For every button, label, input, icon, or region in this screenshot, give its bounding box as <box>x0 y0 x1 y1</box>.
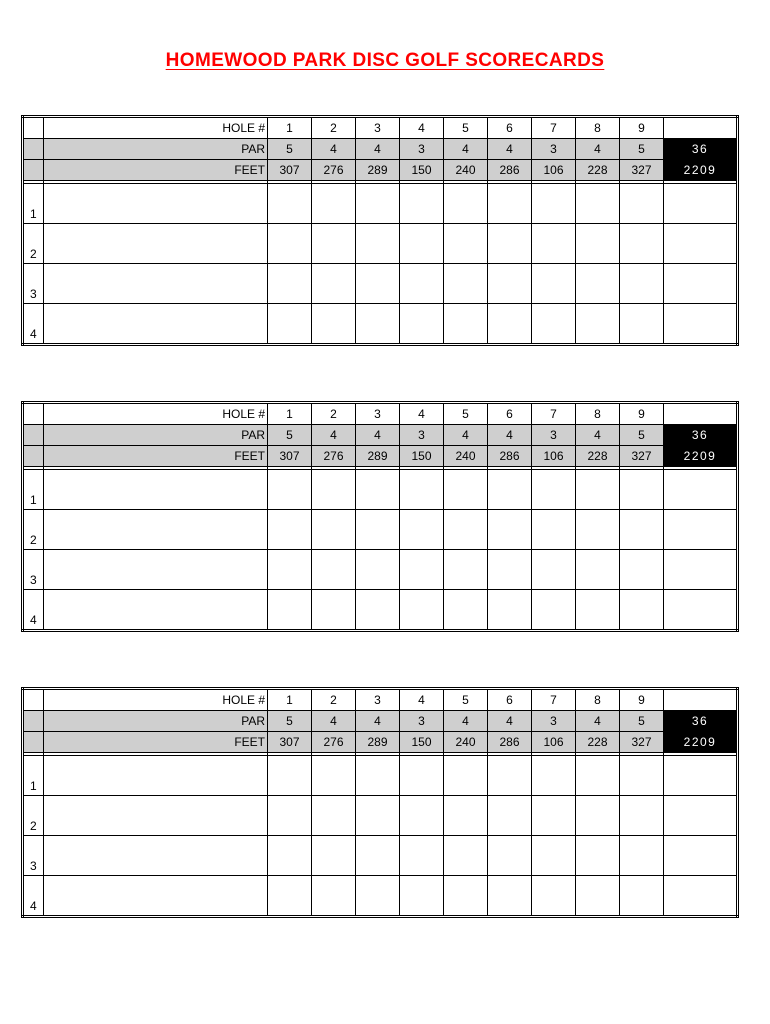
hole-number-5: 5 <box>444 689 488 711</box>
score-cell-hole-5[interactable] <box>444 836 488 876</box>
hole-number-5: 5 <box>444 117 488 139</box>
score-cell-hole-5[interactable] <box>444 796 488 836</box>
score-cell-hole-2[interactable] <box>312 836 356 876</box>
score-cell-hole-3[interactable] <box>356 510 400 550</box>
score-cell-hole-3[interactable] <box>356 876 400 917</box>
score-cell-hole-8[interactable] <box>576 836 620 876</box>
par-value-3: 4 <box>356 711 400 732</box>
feet-value-2: 276 <box>312 446 356 467</box>
player-number: 4 <box>23 304 44 345</box>
scorecard-table <box>21 115 739 346</box>
score-cell-hole-4[interactable] <box>400 224 444 264</box>
player-total-cell[interactable] <box>664 836 738 876</box>
score-cell-hole-8[interactable] <box>576 756 620 796</box>
score-cell-hole-1[interactable] <box>268 796 312 836</box>
corner-cell <box>23 403 44 425</box>
feet-label: FEET <box>44 732 268 753</box>
player-total-cell[interactable] <box>664 590 738 631</box>
score-cell-hole-1[interactable] <box>268 836 312 876</box>
hole-number-9: 9 <box>620 403 664 425</box>
score-cell-hole-8[interactable] <box>576 470 620 510</box>
score-cell-hole-4[interactable] <box>400 590 444 631</box>
player-number: 1 <box>23 184 44 224</box>
scorecard-3 <box>21 687 739 918</box>
feet-value-4: 150 <box>400 160 444 181</box>
score-cell-hole-6[interactable] <box>488 184 532 224</box>
score-cell-hole-6[interactable] <box>488 756 532 796</box>
hole-number-row <box>23 689 738 711</box>
feet-value-1: 307 <box>268 446 312 467</box>
hole-label: HOLE # <box>44 117 268 139</box>
score-cell-hole-2[interactable] <box>312 510 356 550</box>
hole-number-row <box>23 403 738 425</box>
player-name-field[interactable] <box>44 876 268 917</box>
player-name-field[interactable] <box>44 470 268 510</box>
player-total-cell[interactable] <box>664 304 738 345</box>
feet-value-7: 106 <box>532 732 576 753</box>
hole-number-4: 4 <box>400 117 444 139</box>
player-number: 3 <box>23 264 44 304</box>
player-number: 4 <box>23 590 44 631</box>
score-cell-hole-6[interactable] <box>488 304 532 345</box>
score-cell-hole-1[interactable] <box>268 756 312 796</box>
par-value-4: 3 <box>400 139 444 160</box>
feet-value-8: 228 <box>576 732 620 753</box>
par-value-5: 4 <box>444 139 488 160</box>
score-cell-hole-7[interactable] <box>532 876 576 917</box>
score-cell-hole-3[interactable] <box>356 756 400 796</box>
player-total-cell[interactable] <box>664 510 738 550</box>
player-total-cell[interactable] <box>664 550 738 590</box>
player-name-field[interactable] <box>44 184 268 224</box>
scorecard-2 <box>21 401 739 632</box>
score-cell-hole-5[interactable] <box>444 550 488 590</box>
score-cell-hole-2[interactable] <box>312 550 356 590</box>
hole-number-5: 5 <box>444 403 488 425</box>
hole-number-8: 8 <box>576 403 620 425</box>
par-value-2: 4 <box>312 139 356 160</box>
player-row-4 <box>23 876 738 917</box>
player-number: 1 <box>23 470 44 510</box>
par-value-4: 3 <box>400 711 444 732</box>
score-cell-hole-9[interactable] <box>620 796 664 836</box>
hole-number-7: 7 <box>532 689 576 711</box>
score-cell-hole-9[interactable] <box>620 510 664 550</box>
score-cell-hole-2[interactable] <box>312 264 356 304</box>
par-value-3: 4 <box>356 139 400 160</box>
par-label: PAR <box>44 139 268 160</box>
total-par: 36 <box>664 425 738 446</box>
par-value-1: 5 <box>268 139 312 160</box>
score-cell-hole-2[interactable] <box>312 756 356 796</box>
score-cell-hole-3[interactable] <box>356 264 400 304</box>
score-cell-hole-6[interactable] <box>488 470 532 510</box>
score-cell-hole-7[interactable] <box>532 796 576 836</box>
par-value-6: 4 <box>488 711 532 732</box>
score-cell-hole-5[interactable] <box>444 756 488 796</box>
score-cell-hole-5[interactable] <box>444 264 488 304</box>
player-name-field[interactable] <box>44 304 268 345</box>
score-cell-hole-6[interactable] <box>488 876 532 917</box>
score-cell-hole-9[interactable] <box>620 550 664 590</box>
score-cell-hole-1[interactable] <box>268 590 312 631</box>
feet-value-1: 307 <box>268 160 312 181</box>
hole-number-row <box>23 117 738 139</box>
score-cell-hole-6[interactable] <box>488 264 532 304</box>
player-name-field[interactable] <box>44 550 268 590</box>
score-cell-hole-8[interactable] <box>576 796 620 836</box>
hole-number-2: 2 <box>312 403 356 425</box>
score-cell-hole-2[interactable] <box>312 224 356 264</box>
feet-label: FEET <box>44 160 268 181</box>
scorecard-table <box>21 401 739 632</box>
par-label: PAR <box>44 711 268 732</box>
player-row-3 <box>23 550 738 590</box>
hole-number-2: 2 <box>312 689 356 711</box>
feet-value-5: 240 <box>444 160 488 181</box>
feet-value-8: 228 <box>576 446 620 467</box>
hole-number-1: 1 <box>268 117 312 139</box>
score-cell-hole-4[interactable] <box>400 510 444 550</box>
player-number: 2 <box>23 796 44 836</box>
player-total-cell[interactable] <box>664 264 738 304</box>
hole-number-9: 9 <box>620 689 664 711</box>
hole-number-3: 3 <box>356 689 400 711</box>
score-cell-hole-7[interactable] <box>532 836 576 876</box>
score-cell-hole-4[interactable] <box>400 836 444 876</box>
hole-number-1: 1 <box>268 403 312 425</box>
score-cell-hole-9[interactable] <box>620 224 664 264</box>
score-cell-hole-5[interactable] <box>444 876 488 917</box>
total-header-cell <box>664 403 738 425</box>
player-row-1 <box>23 756 738 796</box>
score-cell-hole-5[interactable] <box>444 470 488 510</box>
score-cell-hole-8[interactable] <box>576 184 620 224</box>
score-cell-hole-1[interactable] <box>268 224 312 264</box>
par-value-4: 3 <box>400 425 444 446</box>
score-cell-hole-1[interactable] <box>268 264 312 304</box>
score-cell-hole-7[interactable] <box>532 470 576 510</box>
par-corner-cell <box>23 711 44 732</box>
total-feet: 2209 <box>664 732 738 753</box>
hole-number-6: 6 <box>488 689 532 711</box>
hole-number-9: 9 <box>620 117 664 139</box>
par-value-1: 5 <box>268 711 312 732</box>
score-cell-hole-4[interactable] <box>400 184 444 224</box>
par-corner-cell <box>23 139 44 160</box>
score-cell-hole-5[interactable] <box>444 224 488 264</box>
player-row-1 <box>23 184 738 224</box>
score-cell-hole-3[interactable] <box>356 836 400 876</box>
feet-value-2: 276 <box>312 732 356 753</box>
feet-value-4: 150 <box>400 446 444 467</box>
par-value-6: 4 <box>488 139 532 160</box>
corner-cell <box>23 117 44 139</box>
feet-value-6: 286 <box>488 446 532 467</box>
score-cell-hole-9[interactable] <box>620 470 664 510</box>
score-cell-hole-6[interactable] <box>488 590 532 631</box>
hole-number-6: 6 <box>488 403 532 425</box>
par-value-5: 4 <box>444 425 488 446</box>
player-total-cell[interactable] <box>664 224 738 264</box>
par-value-9: 5 <box>620 139 664 160</box>
feet-value-4: 150 <box>400 732 444 753</box>
score-cell-hole-7[interactable] <box>532 184 576 224</box>
score-cell-hole-9[interactable] <box>620 590 664 631</box>
hole-number-2: 2 <box>312 117 356 139</box>
score-cell-hole-5[interactable] <box>444 590 488 631</box>
player-total-cell[interactable] <box>664 470 738 510</box>
scorecard-1 <box>21 115 739 346</box>
par-label: PAR <box>44 425 268 446</box>
feet-corner-cell <box>23 160 44 181</box>
feet-value-3: 289 <box>356 446 400 467</box>
par-value-6: 4 <box>488 425 532 446</box>
par-row <box>23 711 738 732</box>
score-cell-hole-4[interactable] <box>400 304 444 345</box>
scorecard-table <box>21 687 739 918</box>
score-cell-hole-7[interactable] <box>532 224 576 264</box>
hole-number-1: 1 <box>268 689 312 711</box>
score-cell-hole-6[interactable] <box>488 836 532 876</box>
score-cell-hole-2[interactable] <box>312 590 356 631</box>
player-number: 3 <box>23 550 44 590</box>
score-cell-hole-2[interactable] <box>312 876 356 917</box>
par-value-5: 4 <box>444 711 488 732</box>
total-feet: 2209 <box>664 160 738 181</box>
feet-row <box>23 160 738 181</box>
player-total-cell[interactable] <box>664 756 738 796</box>
par-value-9: 5 <box>620 425 664 446</box>
score-cell-hole-9[interactable] <box>620 836 664 876</box>
hole-label: HOLE # <box>44 403 268 425</box>
total-header-cell <box>664 689 738 711</box>
total-par: 36 <box>664 139 738 160</box>
par-value-8: 4 <box>576 711 620 732</box>
hole-number-4: 4 <box>400 689 444 711</box>
player-number: 1 <box>23 756 44 796</box>
score-cell-hole-9[interactable] <box>620 756 664 796</box>
player-name-field[interactable] <box>44 756 268 796</box>
score-cell-hole-3[interactable] <box>356 184 400 224</box>
hole-number-8: 8 <box>576 689 620 711</box>
player-name-field[interactable] <box>44 590 268 631</box>
score-cell-hole-1[interactable] <box>268 304 312 345</box>
feet-value-5: 240 <box>444 732 488 753</box>
score-cell-hole-5[interactable] <box>444 510 488 550</box>
score-cell-hole-7[interactable] <box>532 264 576 304</box>
player-row-1 <box>23 470 738 510</box>
feet-value-7: 106 <box>532 160 576 181</box>
score-cell-hole-9[interactable] <box>620 304 664 345</box>
score-cell-hole-8[interactable] <box>576 590 620 631</box>
par-value-7: 3 <box>532 711 576 732</box>
score-cell-hole-2[interactable] <box>312 184 356 224</box>
score-cell-hole-8[interactable] <box>576 304 620 345</box>
score-cell-hole-8[interactable] <box>576 876 620 917</box>
score-cell-hole-4[interactable] <box>400 550 444 590</box>
score-cell-hole-4[interactable] <box>400 470 444 510</box>
score-cell-hole-3[interactable] <box>356 224 400 264</box>
score-cell-hole-6[interactable] <box>488 550 532 590</box>
player-name-field[interactable] <box>44 510 268 550</box>
hole-number-3: 3 <box>356 403 400 425</box>
page-title: HOMEWOOD PARK DISC GOLF SCORECARDS <box>165 50 605 71</box>
score-cell-hole-3[interactable] <box>356 590 400 631</box>
hole-number-4: 4 <box>400 403 444 425</box>
score-cell-hole-1[interactable] <box>268 876 312 917</box>
score-cell-hole-8[interactable] <box>576 224 620 264</box>
player-row-2 <box>23 510 738 550</box>
player-name-field[interactable] <box>44 836 268 876</box>
player-number: 4 <box>23 876 44 917</box>
hole-number-7: 7 <box>532 403 576 425</box>
player-total-cell[interactable] <box>664 184 738 224</box>
feet-value-7: 106 <box>532 446 576 467</box>
feet-label: FEET <box>44 446 268 467</box>
par-corner-cell <box>23 425 44 446</box>
par-value-3: 4 <box>356 425 400 446</box>
par-value-7: 3 <box>532 139 576 160</box>
player-row-2 <box>23 224 738 264</box>
feet-value-8: 228 <box>576 160 620 181</box>
score-cell-hole-3[interactable] <box>356 470 400 510</box>
feet-value-6: 286 <box>488 732 532 753</box>
par-value-8: 4 <box>576 425 620 446</box>
feet-row <box>23 732 738 753</box>
feet-value-3: 289 <box>356 732 400 753</box>
hole-label: HOLE # <box>44 689 268 711</box>
feet-value-9: 327 <box>620 732 664 753</box>
score-cell-hole-7[interactable] <box>532 550 576 590</box>
par-value-2: 4 <box>312 425 356 446</box>
par-value-8: 4 <box>576 139 620 160</box>
player-row-3 <box>23 836 738 876</box>
score-cell-hole-7[interactable] <box>532 756 576 796</box>
score-cell-hole-7[interactable] <box>532 304 576 345</box>
score-cell-hole-1[interactable] <box>268 184 312 224</box>
score-cell-hole-8[interactable] <box>576 510 620 550</box>
player-row-4 <box>23 590 738 631</box>
total-feet: 2209 <box>664 446 738 467</box>
score-cell-hole-2[interactable] <box>312 796 356 836</box>
player-number: 2 <box>23 224 44 264</box>
hole-number-8: 8 <box>576 117 620 139</box>
par-row <box>23 139 738 160</box>
score-cell-hole-3[interactable] <box>356 304 400 345</box>
score-cell-hole-4[interactable] <box>400 756 444 796</box>
player-name-field[interactable] <box>44 796 268 836</box>
score-cell-hole-1[interactable] <box>268 510 312 550</box>
feet-value-6: 286 <box>488 160 532 181</box>
score-cell-hole-4[interactable] <box>400 796 444 836</box>
player-row-4 <box>23 304 738 345</box>
player-total-cell[interactable] <box>664 876 738 917</box>
player-name-field[interactable] <box>44 224 268 264</box>
feet-value-3: 289 <box>356 160 400 181</box>
feet-value-1: 307 <box>268 732 312 753</box>
par-value-9: 5 <box>620 711 664 732</box>
score-cell-hole-2[interactable] <box>312 470 356 510</box>
player-number: 3 <box>23 836 44 876</box>
par-value-1: 5 <box>268 425 312 446</box>
feet-value-9: 327 <box>620 446 664 467</box>
par-row <box>23 425 738 446</box>
corner-cell <box>23 689 44 711</box>
score-cell-hole-4[interactable] <box>400 876 444 917</box>
hole-number-6: 6 <box>488 117 532 139</box>
score-cell-hole-7[interactable] <box>532 510 576 550</box>
par-value-2: 4 <box>312 711 356 732</box>
total-par: 36 <box>664 711 738 732</box>
score-cell-hole-2[interactable] <box>312 304 356 345</box>
score-cell-hole-5[interactable] <box>444 184 488 224</box>
score-cell-hole-8[interactable] <box>576 264 620 304</box>
player-number: 2 <box>23 510 44 550</box>
par-value-7: 3 <box>532 425 576 446</box>
score-cell-hole-6[interactable] <box>488 224 532 264</box>
total-header-cell <box>664 117 738 139</box>
score-cell-hole-1[interactable] <box>268 470 312 510</box>
score-cell-hole-6[interactable] <box>488 796 532 836</box>
score-cell-hole-3[interactable] <box>356 550 400 590</box>
player-row-2 <box>23 796 738 836</box>
score-cell-hole-8[interactable] <box>576 550 620 590</box>
score-cell-hole-9[interactable] <box>620 184 664 224</box>
score-cell-hole-1[interactable] <box>268 550 312 590</box>
hole-number-3: 3 <box>356 117 400 139</box>
hole-number-7: 7 <box>532 117 576 139</box>
score-cell-hole-3[interactable] <box>356 796 400 836</box>
score-cell-hole-9[interactable] <box>620 264 664 304</box>
feet-value-9: 327 <box>620 160 664 181</box>
feet-corner-cell <box>23 732 44 753</box>
score-cell-hole-4[interactable] <box>400 264 444 304</box>
feet-corner-cell <box>23 446 44 467</box>
score-cell-hole-7[interactable] <box>532 590 576 631</box>
feet-value-5: 240 <box>444 446 488 467</box>
player-total-cell[interactable] <box>664 796 738 836</box>
player-name-field[interactable] <box>44 264 268 304</box>
score-cell-hole-5[interactable] <box>444 304 488 345</box>
feet-row <box>23 446 738 467</box>
feet-value-2: 276 <box>312 160 356 181</box>
score-cell-hole-9[interactable] <box>620 876 664 917</box>
score-cell-hole-6[interactable] <box>488 510 532 550</box>
player-row-3 <box>23 264 738 304</box>
